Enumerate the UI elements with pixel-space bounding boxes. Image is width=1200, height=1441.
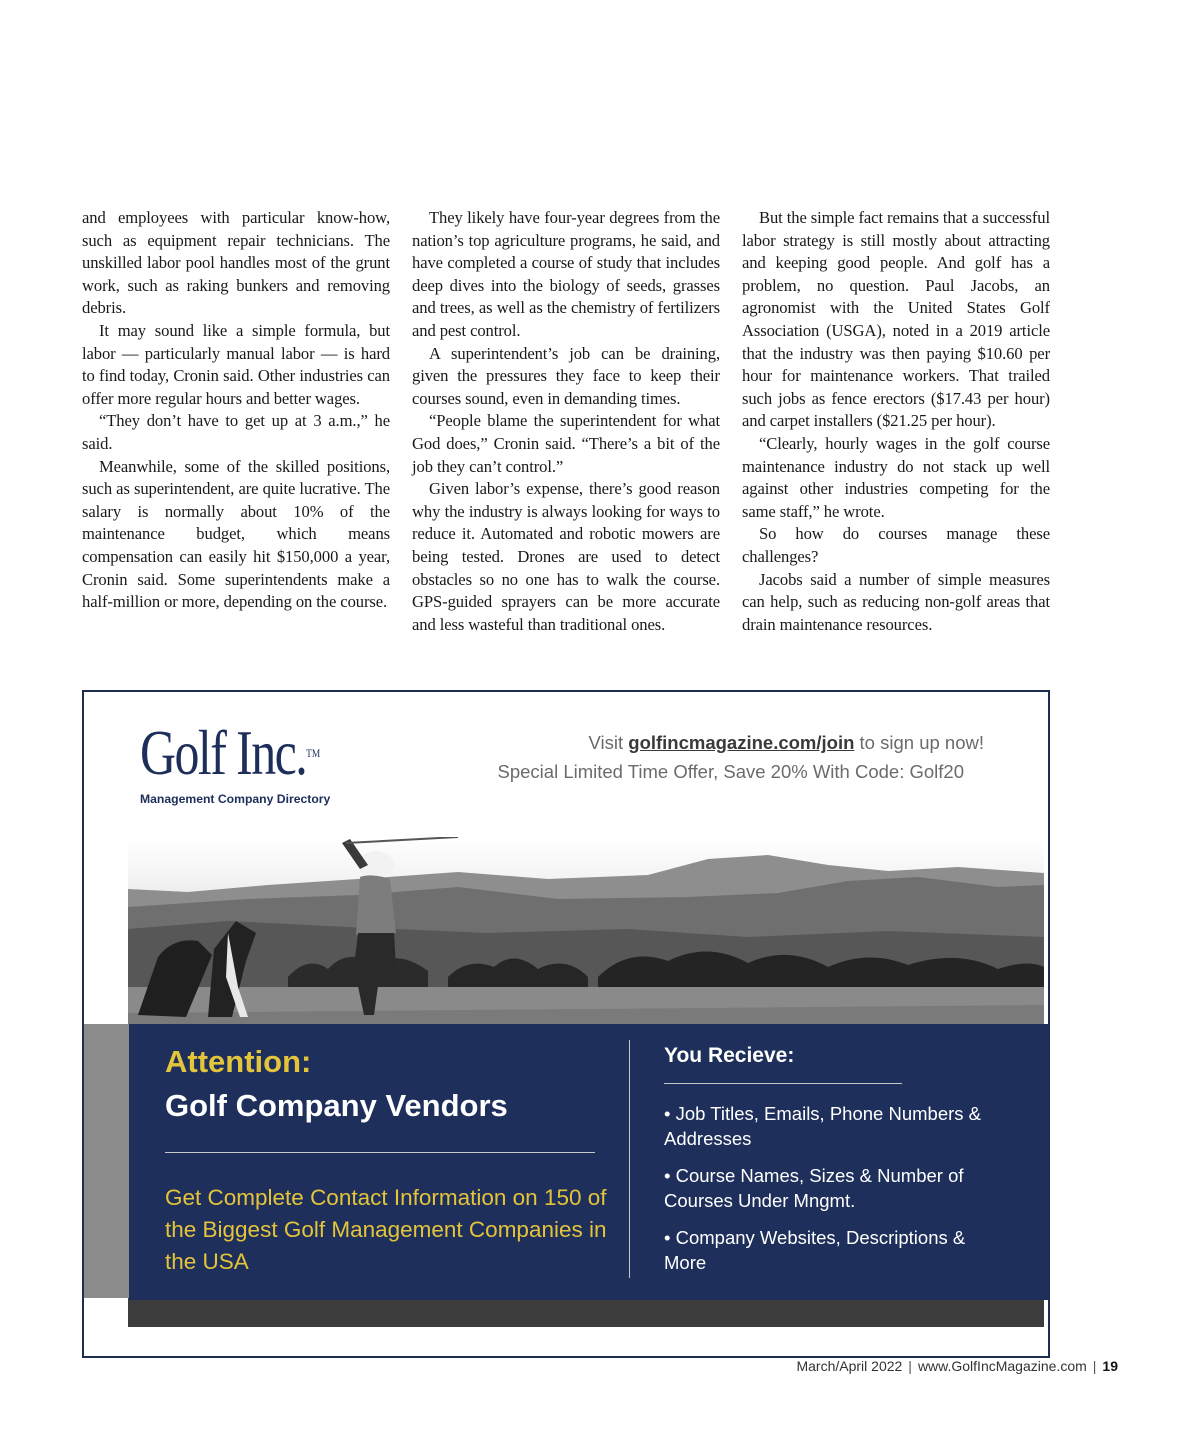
trademark-mark: TM [306, 746, 321, 760]
signup-link[interactable]: golfincmagazine.com/join [628, 732, 855, 753]
benefits-list [664, 1101, 1004, 1287]
article-column-2 [412, 207, 720, 636]
logo-wordmark: Golf Inc. [140, 717, 307, 788]
benefit-item: • Job Titles, Emails, Phone Numbers & Addresses [664, 1103, 981, 1149]
paragraph: “Clearly, hourly wages in the golf course maintenance industry do not stack up well against other industries competing for the same staff,” he wrote. [742, 433, 1050, 521]
golf-inc-logo [140, 718, 370, 806]
footer-website: www.GolfIncMagazine.com [917, 1358, 1087, 1374]
attention-heading: Attention: [165, 1044, 312, 1079]
audience-heading: Golf Company Vendors [165, 1088, 508, 1123]
paragraph: It may sound like a simple formula, but labor — particularly manual labor — is hard to find today, Cronin said. Other industries can offer more regular hours and better wages. [82, 320, 390, 408]
issue-date: March/April 2022 [796, 1358, 903, 1374]
benefit-item: • Course Names, Sizes & Number of Courses Under Mngmt. [664, 1165, 964, 1211]
vendor-info-panel [129, 1024, 1050, 1300]
receive-heading: You Recieve: [664, 1044, 795, 1067]
benefit-item: • Company Websites, Descriptions & More [664, 1227, 966, 1273]
paragraph: But the simple fact remains that a successful labor strategy is still mostly about attracting and keeping good people. And golf has a problem, no question. Paul Jacobs, an agronomist with the United States Golf Association (USGA), noted in a 2019 article that the industry was then paying $10.60 per hour for maintenance workers. That trailed such jobs as fence erectors ($17.43 per hour) and carpet installers ($21.25 per hour). [742, 208, 1050, 431]
visit-suffix: to sign up now! [854, 732, 984, 753]
paragraph: Meanwhile, some of the skilled positions, such as superintendent, are quite lucrative. The salary is normally about 10% of the maintenance budget, which means compensation can easily hit $150,000 a year, Cronin said. Some superintendents make a half-million or more, depending on the course. [82, 456, 390, 612]
logo-subtitle: Management Company Directory [140, 792, 331, 806]
pitch-text: Get Complete Contact Information on 150 of the Biggest Golf Management Companies in the USA [165, 1185, 607, 1274]
golf-inc-advertisement [82, 690, 1050, 1358]
divider [165, 1152, 595, 1153]
paragraph: They likely have four-year degrees from the nation’s top agriculture programs, he said, and have completed a course of study that includes deep dives into the biology of seeds, grasses and trees, as well as the chemistry of fertilizers and pest control. [412, 208, 720, 340]
footer-separator: | [908, 1358, 912, 1374]
footer-separator: | [1092, 1358, 1097, 1374]
paragraph: A superintendent’s job can be draining, given the pressures they face to keep their courses sound, even in demanding times. [412, 343, 720, 408]
page-number: 19 [1102, 1358, 1118, 1374]
page-footer [796, 1358, 1118, 1374]
paragraph: and employees with particular know-how, such as equipment repair technicians. The unskilled labor pool handles most of the grunt work, such as raking bunkers and removing debris. [82, 208, 390, 318]
grey-accent-bar [84, 1024, 130, 1298]
article-column-3 [742, 207, 1050, 636]
vertical-divider [629, 1040, 630, 1278]
promo-offer: Special Limited Time Offer, Save 20% With Code: Golf20 [497, 761, 964, 782]
article-column-1 [82, 207, 390, 614]
paragraph: Given labor’s expense, there’s good reason why the industry is always looking for ways to reduce it. Automated and robotic mowers are being tested. Drones are used to detect obstacles so no one has to walk the course. GPS-guided sprayers can be more accurate and less wasteful than traditional ones. [412, 479, 720, 634]
paragraph: Jacobs said a number of simple measures can help, such as reducing non-golf areas that drain maintenance resources. [742, 569, 1050, 634]
paragraph: “People blame the superintendent for what God does,” Cronin said. “There’s a bit of the job they can’t control.” [412, 411, 720, 476]
paragraph: So how do courses manage these challenges? [742, 524, 1050, 566]
visit-prefix: Visit [588, 732, 629, 753]
divider [664, 1083, 902, 1084]
visit-line [384, 732, 984, 754]
paragraph: “They don’t have to get up at 3 a.m.,” he said. [82, 411, 390, 453]
